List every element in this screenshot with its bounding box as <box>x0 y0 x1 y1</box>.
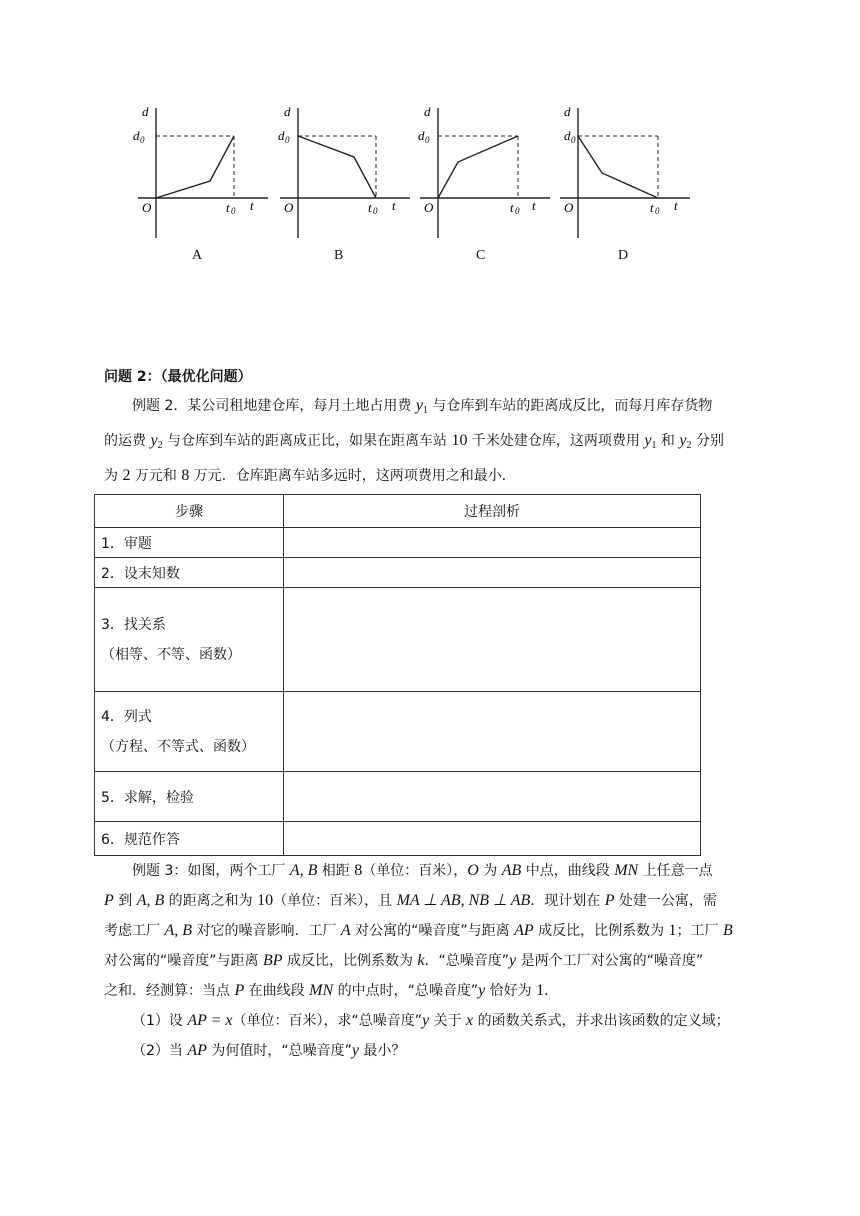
table-header-row <box>95 495 701 528</box>
step-cell: 3．找关系 （相等、不等、函数） <box>95 588 284 692</box>
t0-label: t <box>368 200 372 215</box>
problem2-heading: 问题 2：（最优化问题） <box>104 369 252 385</box>
distance-curve <box>578 136 658 198</box>
distance-curve <box>156 136 234 198</box>
t-axis-label: t <box>674 198 678 213</box>
step-cell: 2．设末知数 <box>95 558 284 588</box>
origin-label: O <box>284 200 294 215</box>
distance-curve <box>298 136 376 198</box>
example3-line-4: 对公寓的“噪音度”与距离 BP 成反比，比例系数为 k．“总噪音度”y 是两个工厂对公寓的“噪音度” <box>104 952 704 969</box>
graph-b <box>272 100 412 242</box>
t0-sub: 0 <box>231 206 236 216</box>
choice-a: A <box>192 248 203 263</box>
d0-sub: 0 <box>140 135 145 145</box>
example3-line-2: P 到 A, B 的距离之和为 10（单位：百米），且 MA ⊥ AB, NB ⊥ AB．现计划在 P 处建一公寓，需 <box>104 892 717 909</box>
d0-label: d <box>278 128 285 143</box>
d0-sub: 0 <box>425 135 430 145</box>
origin-label: O <box>564 200 574 215</box>
t0-sub: 0 <box>655 206 660 216</box>
question-2: （2）当 AP 为何值时，“总噪音度”y 最小？ <box>132 1042 406 1059</box>
d-axis-label: d <box>142 104 149 119</box>
example2-text <box>104 391 760 491</box>
d-axis-label: d <box>564 104 571 119</box>
example3-line-5: 之和．经测算：当点 P 在曲线段 MN 的中点时，“总噪音度”y 恰好为 1． <box>104 982 559 999</box>
distance-curve <box>438 136 518 198</box>
example2-line-3: 为 2 万元和 8 万元．仓库距离车站多远时，这两项费用之和最小． <box>104 467 516 484</box>
step-cell: 1．审题 <box>95 528 284 558</box>
t0-label: t <box>510 200 514 215</box>
table-row <box>95 692 701 772</box>
d0-sub: 0 <box>571 135 576 145</box>
t0-label: t <box>650 200 654 215</box>
analysis-cell[interactable] <box>284 772 701 822</box>
step-cell: 4．列式 （方程、不等式、函数） <box>95 692 284 772</box>
analysis-cell[interactable] <box>284 692 701 772</box>
analysis-cell[interactable] <box>284 528 701 558</box>
t-axis-label: t <box>250 198 254 213</box>
origin-label: O <box>142 200 152 215</box>
table-row <box>95 528 701 558</box>
t0-sub: 0 <box>515 206 520 216</box>
step-cell: 6．规范作答 <box>95 822 284 856</box>
header-steps: 步骤 <box>95 495 284 528</box>
example2-line-1: 例题 2．某公司租地建仓库，每月土地占用费 $y_1$ 与仓库到车站的距离成反比，而每月库存货物 <box>132 397 713 416</box>
d0-sub: 0 <box>285 135 290 145</box>
table-row <box>95 772 701 822</box>
t0-label: t <box>226 200 230 215</box>
header-analysis: 过程剖析 <box>284 495 701 528</box>
table-row <box>95 588 701 692</box>
example2-line-2: 的运费 $y_2$ 与仓库到车站的距离成正比，如果在距离车站 10 千米处建仓库，这两项费用 $y_1$ 和 $y_2$ 分别 <box>104 432 724 451</box>
analysis-cell[interactable] <box>284 558 701 588</box>
t-axis-label: t <box>532 198 536 213</box>
example3-text <box>104 856 760 1066</box>
origin-label: O <box>424 200 434 215</box>
choice-d: D <box>618 248 629 263</box>
d-axis-label: d <box>284 104 291 119</box>
graph-a-svg <box>130 100 270 242</box>
step-cell: 5．求解，检验 <box>95 772 284 822</box>
d0-label: d <box>133 128 140 143</box>
d0-label: d <box>564 128 571 143</box>
graph-d-svg <box>552 100 692 242</box>
question-1: （1）设 AP = x（单位：百米），求“总噪音度”y 关于 x 的函数关系式，并求出该函数的定义域； <box>132 1012 730 1029</box>
choice-c: C <box>476 248 486 263</box>
analysis-cell[interactable] <box>284 822 701 856</box>
t-axis-label: t <box>392 198 396 213</box>
graph-a <box>130 100 270 242</box>
example3-line-3: 考虑工厂 A, B 对它的噪音影响．工厂 A 对公寓的“噪音度”与距离 AP 成反比，比例系数为 1；工厂 B <box>104 922 733 939</box>
t0-sub: 0 <box>373 206 378 216</box>
graph-c <box>412 100 552 242</box>
choice-b: B <box>334 248 344 263</box>
table-row <box>95 558 701 588</box>
d-axis-label: d <box>424 104 431 119</box>
steps-table <box>94 494 701 856</box>
graph-c-svg <box>412 100 552 242</box>
graph-d <box>552 100 692 242</box>
example3-line-1: 例题 3：如图，两个工厂 A, B 相距 8（单位：百米），O 为 AB 中点，曲线段 MN 上任意一点 <box>132 862 713 879</box>
graph-b-svg <box>272 100 412 242</box>
table-row <box>95 822 701 856</box>
d0-label: d <box>418 128 425 143</box>
analysis-cell[interactable] <box>284 588 701 692</box>
